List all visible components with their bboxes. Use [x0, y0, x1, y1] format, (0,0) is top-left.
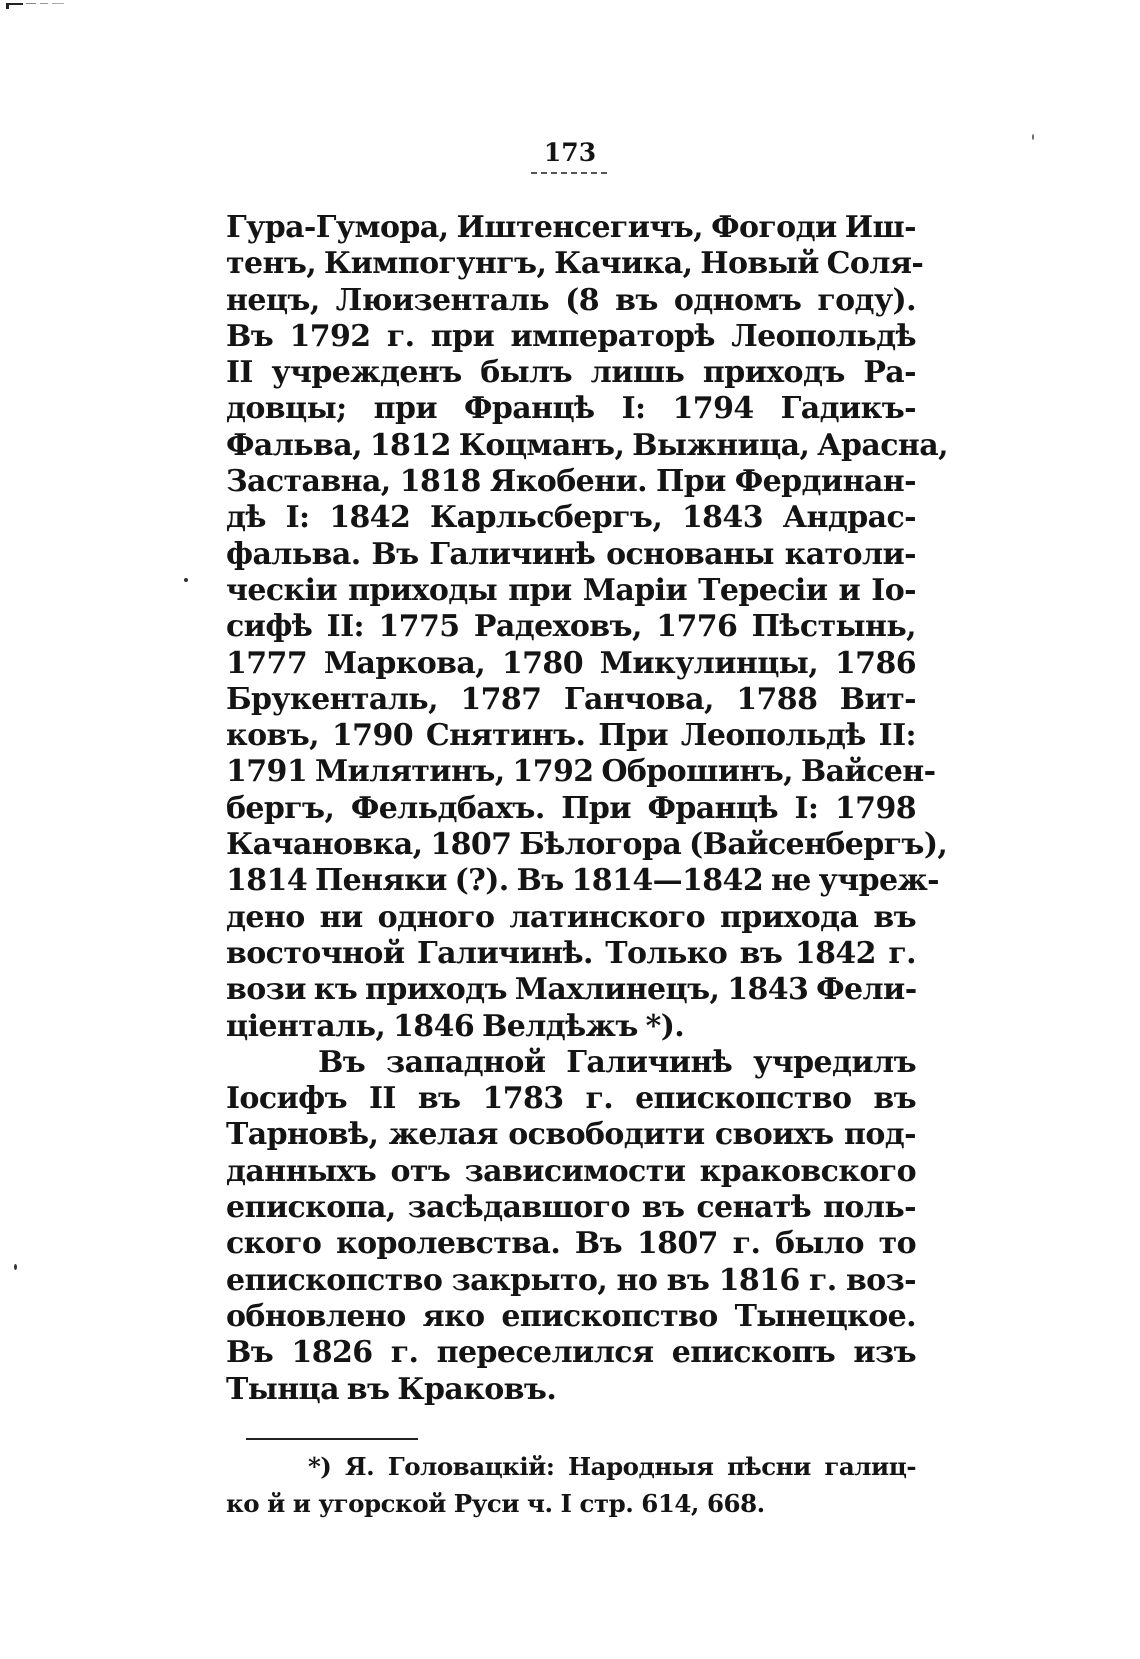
footnote-line: *) Я. Головацкій: Народныя пѣсни галиц-	[308, 1452, 916, 1481]
text-line: Заставна, 1818 Якобени. При Фердинан-	[226, 464, 916, 500]
paragraph-2	[226, 1045, 916, 1408]
scan-speck	[14, 1264, 17, 1270]
text-line: нецъ, Люизенталь (8 въ одномъ году).	[226, 282, 916, 318]
text-line: Тарновѣ, желая освободити своихъ под-	[226, 1117, 916, 1153]
text-line: Въ 1792 г. при императорѣ Леопольдѣ	[226, 318, 916, 354]
text-line: Фальва, 1812 Коцманъ, Выжница, Арасна,	[226, 427, 948, 463]
text-line: Въ западной Галичинѣ учредилъ	[318, 1044, 916, 1080]
text-line: дѣ I: 1842 Карльсбергъ, 1843 Андрас-	[226, 500, 916, 536]
text-line: восточной Галичинѣ. Только въ 1842 г.	[226, 935, 916, 971]
text-line: ского королевства. Въ 1807 г. было то	[226, 1226, 916, 1262]
body-text	[226, 210, 948, 1408]
scan-corner-mark	[6, 2, 66, 10]
scan-speck	[1032, 134, 1034, 140]
text-line: сифѣ II: 1775 Радеховъ, 1776 Пѣстынь,	[226, 609, 916, 645]
text-line: II учрежденъ былъ лишь приходъ Ра-	[226, 355, 916, 391]
paragraph-1	[226, 210, 948, 1045]
text-line: епископа, засѣдавшого въ сенатѣ поль-	[226, 1190, 916, 1226]
text-line: 1814 Пеняки (?). Въ 1814—1842 не учреж-	[226, 863, 940, 899]
text-line: Въ 1826 г. переселился епископъ изъ	[226, 1335, 916, 1371]
text-line: ціенталь, 1846 Велдѣжъ *).	[226, 1008, 685, 1044]
text-line: 1777 Маркова, 1780 Микулинцы, 1786	[226, 645, 916, 681]
text-line: обновлено яко епископство Тынецкое.	[226, 1298, 916, 1334]
text-line: Гура-Гумора, Иштенсегичъ, Фогоди Иш-	[226, 210, 916, 245]
text-line: епископство закрыто, но въ 1816 г. воз-	[226, 1262, 916, 1298]
text-line: ческіи приходы при Маріи Тересіи и Іо-	[226, 572, 916, 608]
page-number: 173	[543, 138, 597, 167]
footnote-line: ко й и угорской Руси ч. I стр. 614, 668.	[226, 1489, 765, 1518]
text-line: дено ни одного латинского прихода въ	[226, 899, 916, 935]
text-line: Іосифъ II въ 1783 г. епископство въ	[226, 1081, 916, 1117]
text-line: тенъ, Кимпогунгъ, Качика, Новый Соля-	[226, 246, 924, 282]
scan-speck	[184, 578, 188, 582]
text-line: довцы; при Францѣ I: 1794 Гадикъ-	[226, 391, 916, 427]
text-line: ковъ, 1790 Снятинъ. При Леопольдѣ II:	[226, 718, 916, 754]
text-line: Брукенталь, 1787 Ганчова, 1788 Вит-	[226, 681, 916, 717]
text-line: данныхъ отъ зависимости краковского	[226, 1153, 916, 1189]
page-number-rule	[531, 172, 607, 174]
text-line: бергъ, Фельдбахъ. При Францѣ I: 1798	[226, 790, 916, 826]
footnote-rule	[246, 1438, 418, 1440]
text-line: Качановка, 1807 Бѣлогора (Вайсенбергъ),	[226, 827, 948, 863]
text-line: Тынца въ Краковъ.	[226, 1371, 557, 1407]
text-line: фальва. Въ Галичинѣ основаны католи-	[226, 536, 916, 572]
text-line: вози къ приходъ Махлинецъ, 1843 Фели-	[226, 972, 917, 1008]
text-line: 1791 Милятинъ, 1792 Оброшинъ, Вайсен-	[226, 754, 936, 790]
footnote	[226, 1448, 916, 1522]
